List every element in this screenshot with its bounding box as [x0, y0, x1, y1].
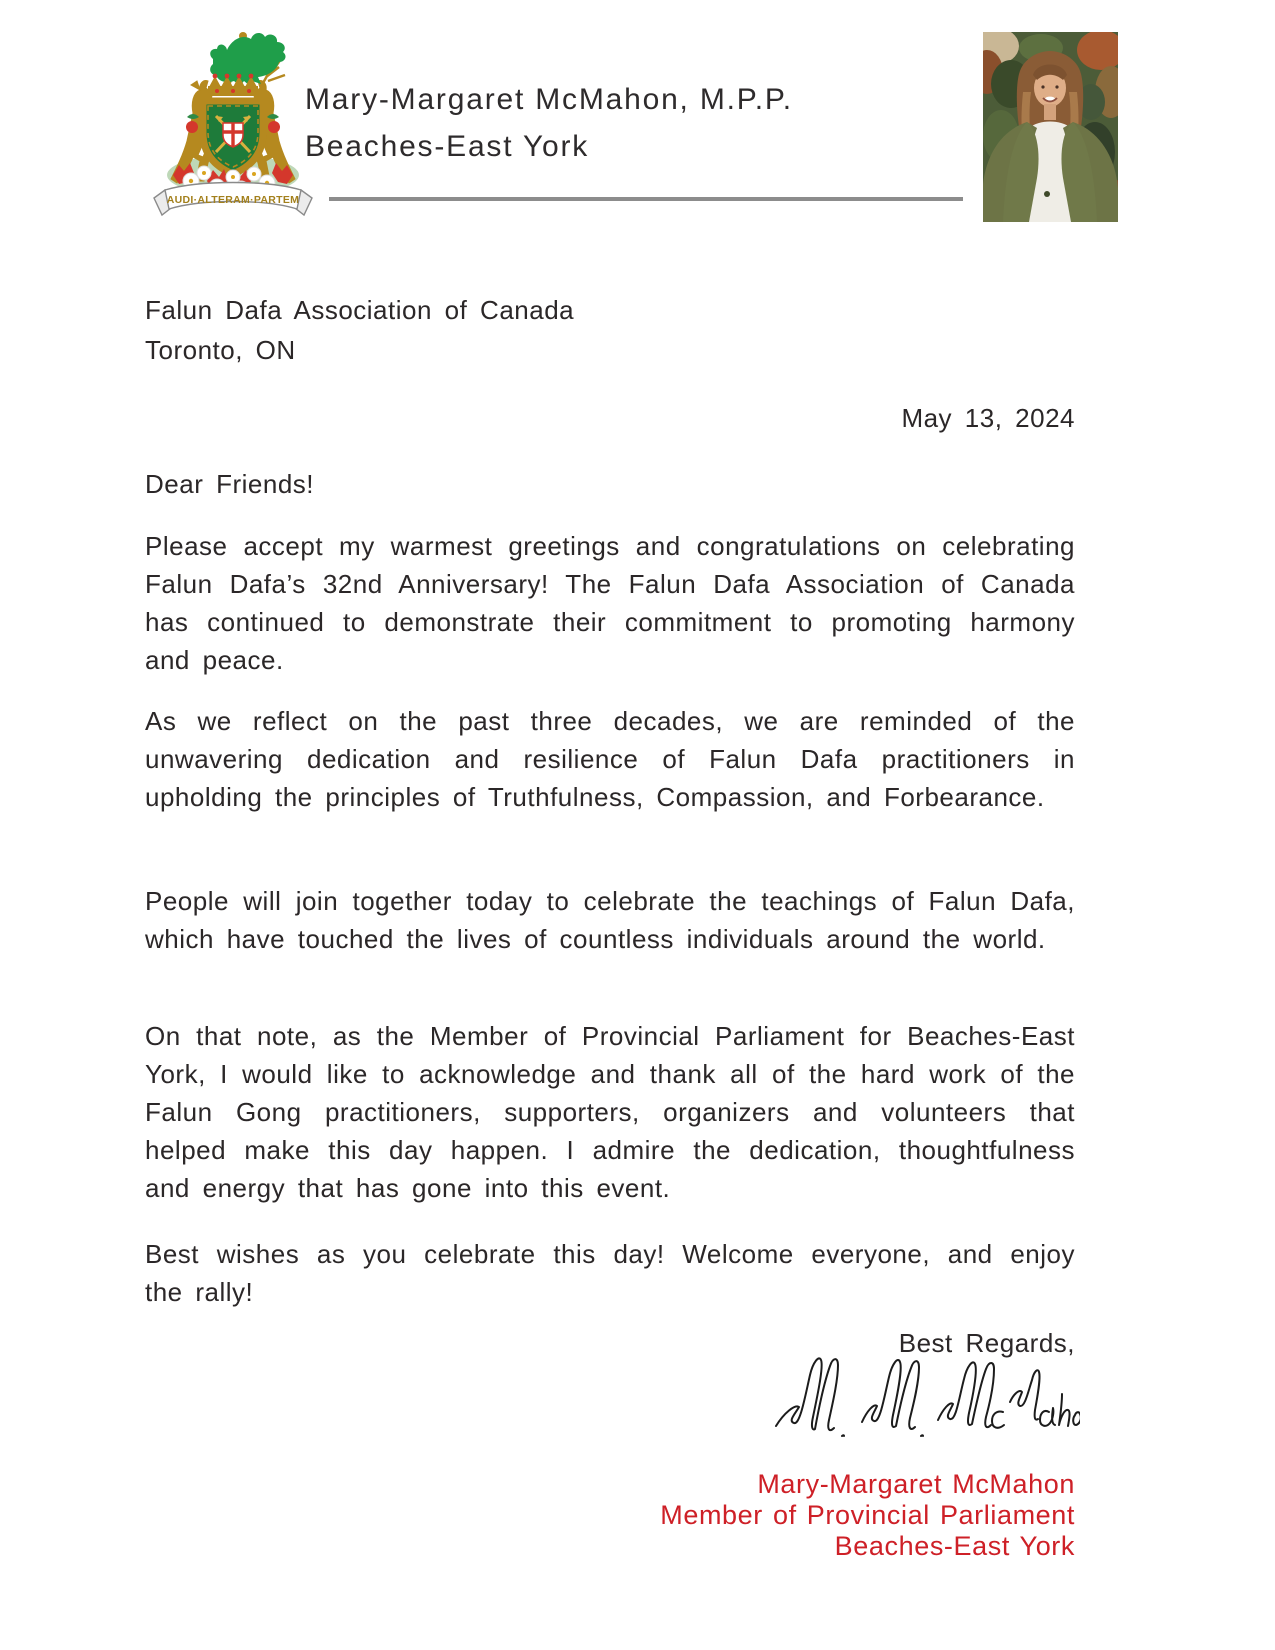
body-paragraph: On that note, as the Member of Provincial Parliament for Beaches-East York, I would like to acknowledge and thank all of the hard work of the Falun Gong practitioners, supporters, organizers and volunteers that helped make this day happen. I admire the dedication, thoughtfulness and energy that has gone into this event.: [145, 1021, 1075, 1203]
mpp-portrait-photo: [983, 32, 1118, 222]
body-paragraph: People will join together today to celebrate the teachings of Falun Dafa, which have touched the lives of countless individuals around the world.: [145, 886, 1075, 954]
salutation: Dear Friends!: [145, 469, 314, 499]
signoff-title: Member of Provincial Parliament: [660, 1500, 1075, 1530]
closing-line: Best Regards,: [898, 1328, 1075, 1358]
recipient-block: [145, 290, 1075, 370]
signature-image: [770, 1352, 1080, 1454]
crest-shield: [203, 101, 263, 174]
recipient-city: Toronto, ON: [145, 335, 296, 365]
body-paragraph: Please accept my warmest greetings and congratulations on celebrating Falun Dafa’s 32nd Anniversary! The Falun Dafa Association of Canada has continued to demonstrate their commitment to promoting harmony and peace.: [145, 531, 1075, 675]
header-divider-rule: [329, 197, 963, 201]
mpp-riding-line: Beaches-East York: [305, 130, 590, 163]
crest-motto-text: AUDI·ALTERAM·PARTEM: [166, 194, 300, 206]
letter-date: May 13, 2024: [901, 403, 1075, 433]
recipient-name: Falun Dafa Association of Canada: [145, 295, 575, 325]
body-paragraph: Best wishes as you celebrate this day! Welcome everyone, and enjoy the rally!: [145, 1239, 1075, 1307]
header-name-block: [305, 76, 1005, 170]
signoff-block: [145, 1469, 1075, 1562]
signoff-name: Mary-Margaret McMahon: [757, 1469, 1075, 1499]
signoff-riding: Beaches-East York: [834, 1531, 1075, 1561]
crest-motto-ribbon: [154, 183, 312, 216]
body-paragraph: As we reflect on the past three decades, we are reminded of the unwavering dedication and resilience of Falun Dafa practitioners in upholding the principles of Truthfulness, Compassion, and Forbearance.: [145, 706, 1075, 812]
mpp-name-line: Mary-Margaret McMahon, M.P.P.: [305, 83, 793, 116]
ontario-coat-of-arms: [147, 28, 319, 220]
